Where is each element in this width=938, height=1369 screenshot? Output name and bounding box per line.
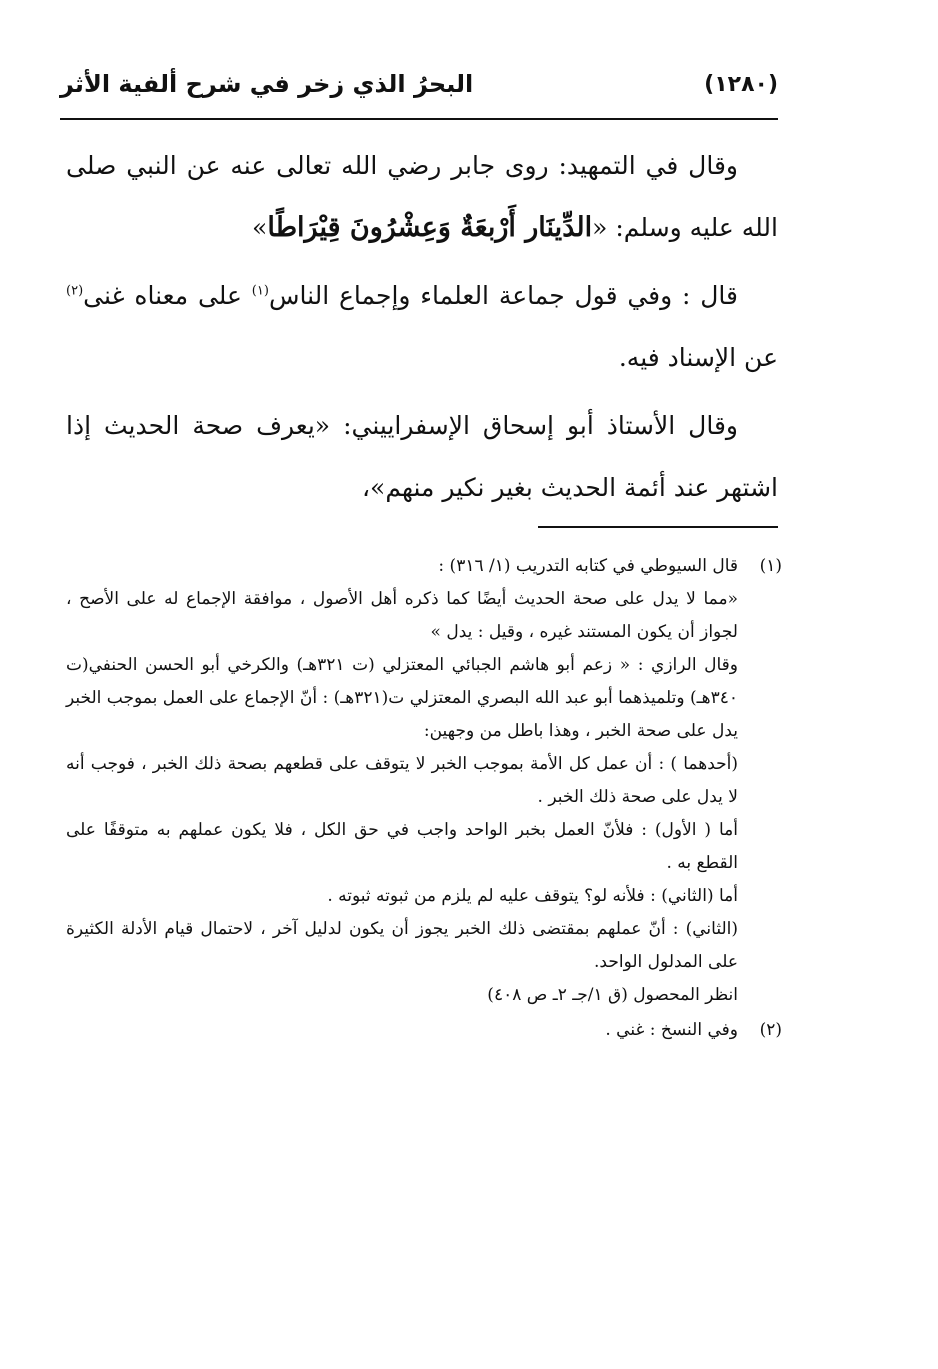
footnote-ref-2[interactable]: (٢)	[66, 283, 84, 299]
paragraph-tamhid	[66, 135, 778, 259]
footnote-1-body	[66, 550, 738, 1012]
paragraph-tamhid-intro: وقال في التمهيد: روى جابر رضي الله تعالى عنه عن النبي صلى الله عليه وسلم: «	[66, 151, 778, 242]
footnotes	[66, 550, 782, 1049]
paragraph-qala-text-b: على معناه غنى	[83, 281, 252, 310]
footnote-separator	[538, 526, 778, 528]
footnote-2-number: (٢)	[759, 1020, 782, 1040]
quote-close: »	[252, 213, 268, 242]
footnote-2-body: وفي النسخ : غني .	[605, 1020, 738, 1040]
footnote-1	[66, 550, 782, 1012]
footnote-1-line: أما (الثاني) : فلأنه لو؟ يتوقف عليه لم يلزم من ثبوته ثبوته .	[327, 886, 738, 906]
footnote-1-line: انظر المحصول (ق ١/جـ ٢ـ ص ٤٠٨)	[487, 985, 738, 1005]
footnote-1-line: وقال الرازي : « زعم أبو هاشم الجبائي المعتزلي (ت ٣٢١هـ) والكرخي أبو الحسن الحنفي(ت ٣٤٠هـ) وتلميذهما أبو عبد الله البصري المعتزلي ت(٣٢١هـ) : أنّ الإجماع على العمل بموجب الخبر يدل على صحة الخبر ، وهذا باطل من وجهين:	[66, 655, 738, 741]
footnote-1-line: قال السيوطي في كتابه التدريب (١/ ٣١٦) :	[438, 556, 738, 576]
footnote-1-line: «مما لا يدل على صحة الحديث أيضًا كما ذكره أهل الأصول ، موافقة الإجماع له على الأصح ، لجواز أن يكون المستند غيره ، وقيل : يدل »	[66, 589, 739, 642]
page-header	[60, 68, 778, 108]
main-text	[66, 135, 778, 525]
paragraph-qala-text-a: قال : وفي قول جماعة العلماء وإجماع الناس	[268, 281, 738, 310]
running-title: البحرُ الذي زخر في شرح ألفية الأثر	[60, 70, 474, 98]
paragraph-qala	[66, 265, 778, 389]
footnote-ref-1[interactable]: (١)	[251, 283, 269, 299]
page-number: (١٢٨٠)	[704, 72, 778, 97]
footnote-1-line: (الثاني) : أنّ عملهم بمقتضى ذلك الخبر يجوز أن يكون لدليل آخر ، لاحتمال قيام الأدلة الكثيرة على المدلول الواحد.	[66, 919, 738, 972]
paragraph-isfarayini: وقال الأستاذ أبو إسحاق الإسفراييني: «يعرف صحة الحديث إذا اشتهر عند أئمة الحديث بغير نكير منهم»،	[66, 411, 778, 502]
footnote-1-number: (١)	[759, 556, 782, 576]
footnote-2	[66, 1014, 782, 1047]
paragraph-qala-text-c: عن الإسناد فيه.	[618, 343, 778, 372]
header-rule	[60, 118, 778, 120]
footnote-1-line: (أحدهما ) : أن عمل كل الأمة بموجب الخبر لا يتوقف على قطعهم بصحة ذلك الخبر ، فوجب أنه لا يدل على صحة ذلك الخبر .	[66, 754, 738, 807]
hadith-quote: الدِّينَار أَرْبعَةٌ وَعِشْرُونَ قِيْرَاطًا	[267, 212, 593, 243]
footnote-1-line: أما ( الأول) : فلأنّ العمل بخبر الواحد واجب في حق الكل ، فلا يكون عملهم به متوقفًا على القطع به .	[66, 820, 738, 873]
